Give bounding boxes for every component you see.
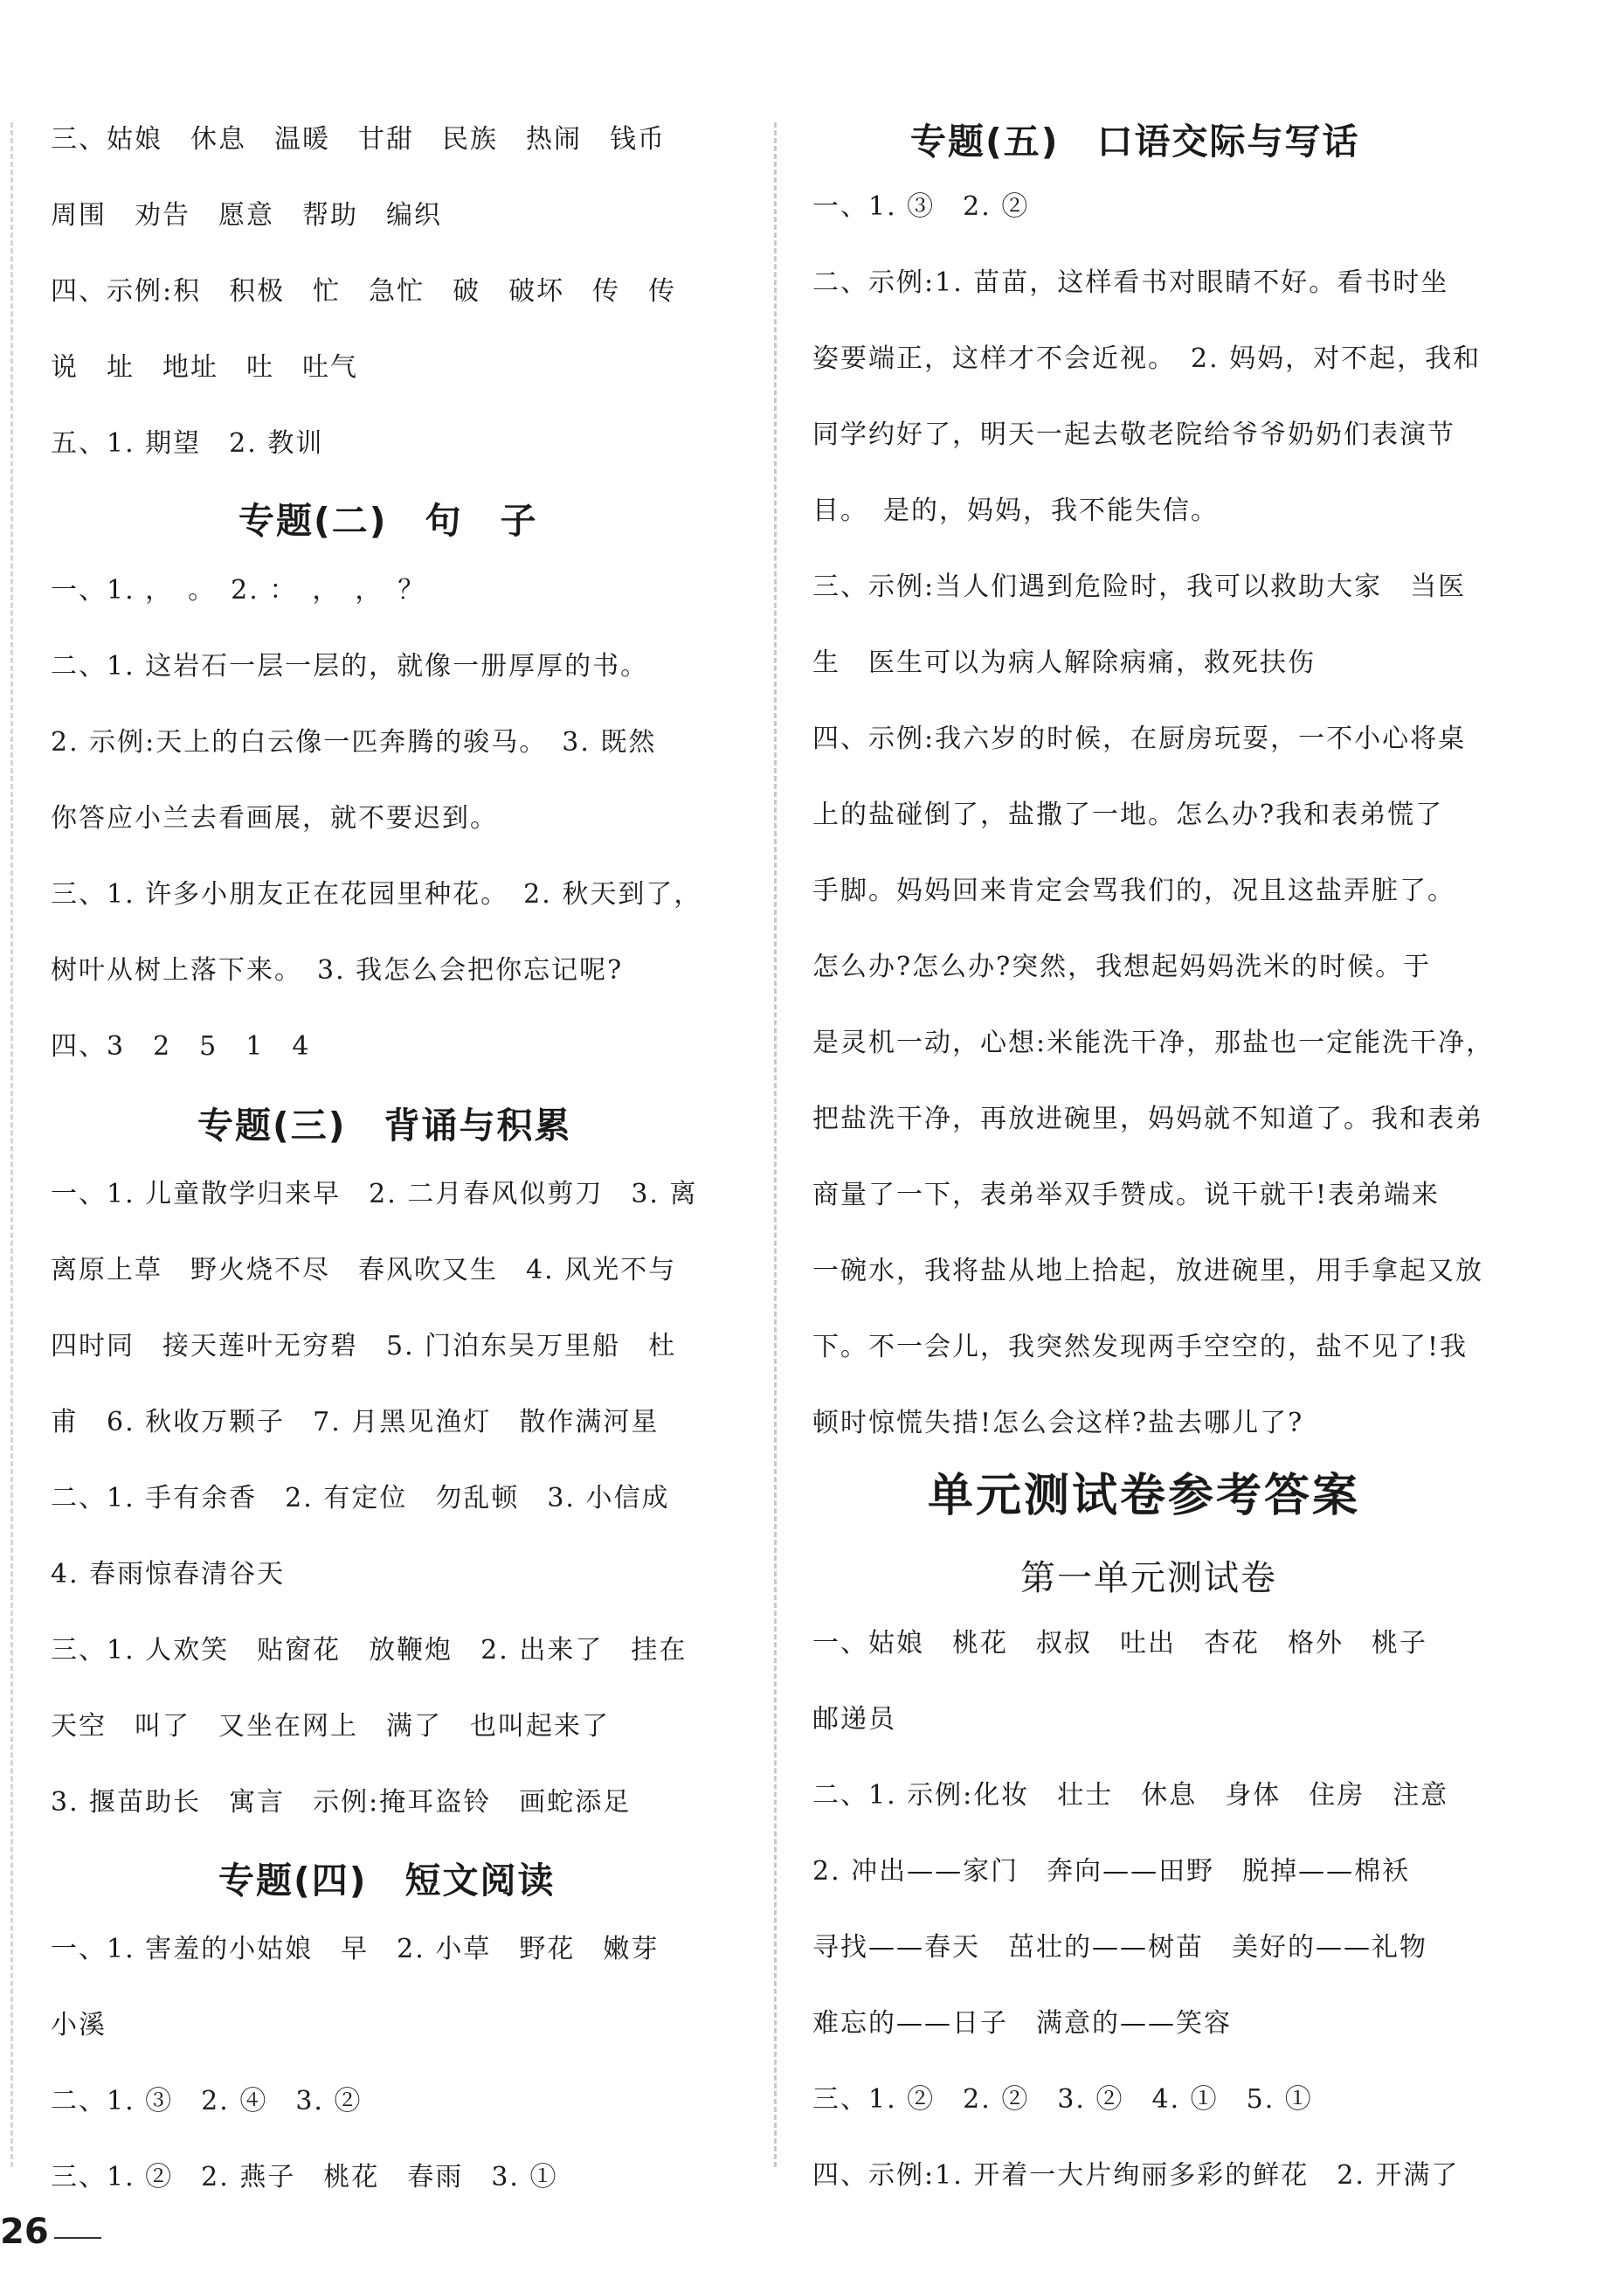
answer-line: 三、姑娘 休息 温暖 甘甜 民族 热闹 钱币 (51, 124, 666, 155)
answer-line: 邮递员 (812, 1704, 896, 1735)
main-heading: 单元测试卷参考答案 (928, 1470, 1361, 1522)
answer-line: 一、1. ， 。 2. ： ， ， ？ (51, 575, 426, 606)
answer-line: 四、示例:1. 开着一大片绚丽多彩的鲜花 2. 开满了 (812, 2160, 1460, 2191)
answer-line: 难忘的——日子 满意的——笑容 (812, 2008, 1232, 2039)
left-margin-rule (10, 122, 13, 2167)
answer-line: 三、1. ② 2. ② 3. ② 4. ① 5. ① (812, 2084, 1313, 2115)
answer-line: 四、示例:积 积极 忙 急忙 破 破坏 传 传 (51, 276, 677, 307)
answer-line: 天空 叫了 又坐在网上 满了 也叫起来了 (51, 1711, 610, 1742)
answer-line: 周围 劝告 愿意 帮助 编织 (51, 200, 442, 231)
answer-line: 三、1. ② 2. 燕子 桃花 春雨 3. ① (51, 2162, 558, 2192)
answer-line: 上的盐碰倒了，盐撒了一地。怎么办?我和表弟慌了 (812, 800, 1444, 830)
answer-line: 三、示例:当人们遇到危险时，我可以救助大家 当医 (812, 571, 1467, 602)
answer-line: 二、示例:1. 苗苗，这样看书对眼睛不好。看书时坐 (812, 267, 1449, 298)
answer-line: 二、1. 这岩石一层一层的，就像一册厚厚的书。 (51, 651, 649, 682)
answer-line: 目。 是的，妈妈，我不能失信。 (812, 495, 1219, 526)
answer-line: 一碗水，我将盐从地上拾起，放进碗里，用手拿起又放 (812, 1256, 1483, 1286)
answer-line: 3. 揠苗助长 寓言 示例:掩耳盗铃 画蛇添足 (51, 1787, 632, 1818)
answer-line: 四时同 接天莲叶无穷碧 5. 门泊东吴万里船 杜 (51, 1331, 677, 1361)
answer-line: 离原上草 野火烧不尽 春风吹又生 4. 风光不与 (51, 1255, 677, 1285)
answer-line: 二、1. ③ 2. ④ 3. ② (51, 2086, 363, 2116)
answer-line: 五、1. 期望 2. 教训 (51, 428, 324, 459)
section-heading: 专题(五) 口语交际与写话 (910, 121, 1360, 163)
column-divider (774, 122, 777, 2167)
answer-line: 生 医生可以为病人解除病痛，救死扶伤 (812, 648, 1316, 678)
answer-line: 4. 春雨惊春清谷天 (51, 1559, 286, 1590)
answer-line: 二、1. 手有余香 2. 有定位 勿乱顿 3. 小信成 (51, 1483, 670, 1514)
answer-line: 甫 6. 秋收万颗子 7. 月黑见渔灯 散作满河星 (51, 1407, 660, 1437)
answer-line: 树叶从树上落下来。 3. 我怎么会把你忘记呢? (51, 955, 624, 986)
answer-line: 四、示例:我六岁的时候，在厨房玩耍，一不小心将桌 (812, 724, 1467, 754)
section-heading: 专题(三) 背诵与积累 (197, 1105, 572, 1146)
answer-line: 一、姑娘 桃花 叔叔 吐出 杏花 格外 桃子 (812, 1628, 1427, 1659)
answer-line: 二、1. 示例:化妆 壮士 休息 身体 住房 注意 (812, 1780, 1449, 1811)
answer-line: 下。不一会儿，我突然发现两手空空的，盐不见了!我 (812, 1332, 1469, 1362)
answer-line: 三、1. 许多小朋友正在花园里种花。 2. 秋天到了， (51, 879, 702, 910)
answer-line: 手脚。妈妈回来肯定会骂我们的，况且这盐弄脏了。 (812, 876, 1455, 906)
answer-line: 一、1. 害羞的小姑娘 早 2. 小草 野花 嫩芽 (51, 1934, 660, 1964)
section-heading: 专题(二) 句 子 (238, 500, 538, 542)
answer-line: 姿要端正，这样才不会近视。 2. 妈妈，对不起，我和 (812, 343, 1482, 374)
answer-line: 一、1. 儿童散学归来早 2. 二月春风似剪刀 3. 离 (51, 1179, 698, 1209)
answer-line: 顿时惊慌失措!怎么会这样?盐去哪儿了? (812, 1408, 1304, 1438)
answer-line: 小溪 (51, 2010, 107, 2040)
answer-line: 你答应小兰去看画展，就不要迟到。 (51, 803, 498, 834)
unit-heading: 第一单元测试卷 (1020, 1558, 1277, 1598)
answer-line: 商量了一下，表弟举双手赞成。说干就干!表弟端来 (812, 1180, 1441, 1210)
answer-line: 同学约好了，明天一起去敬老院给爷爷奶奶们表演节 (812, 419, 1455, 450)
answer-line: 把盐洗干净，再放进碗里，妈妈就不知道了。我和表弟 (812, 1104, 1483, 1134)
answer-line: 2. 冲出——家门 奔向——田野 脱掉——棉袄 (812, 1856, 1411, 1887)
answer-line: 说 址 地址 吐 吐气 (51, 352, 358, 383)
page-number: 26 (0, 2212, 49, 2252)
answer-line: 寻找——春天 茁壮的——树苗 美好的——礼物 (812, 1932, 1427, 1963)
answer-line: 三、1. 人欢笑 贴窗花 放鞭炮 2. 出来了 挂在 (51, 1635, 688, 1666)
answer-line: 一、1. ③ 2. ② (812, 191, 1030, 222)
answer-line: 2. 示例:天上的白云像一匹奔腾的骏马。 3. 既然 (51, 727, 657, 758)
answer-line: 四、3 2 5 1 4 (51, 1031, 311, 1062)
answer-line: 怎么办?怎么办?突然，我想起妈妈洗米的时候。于 (812, 952, 1432, 982)
answer-line: 是灵机一动，心想:米能洗干净，那盐也一定能洗干净， (812, 1028, 1495, 1058)
page-number-rule (54, 2237, 101, 2239)
section-heading: 专题(四) 短文阅读 (218, 1860, 556, 1901)
